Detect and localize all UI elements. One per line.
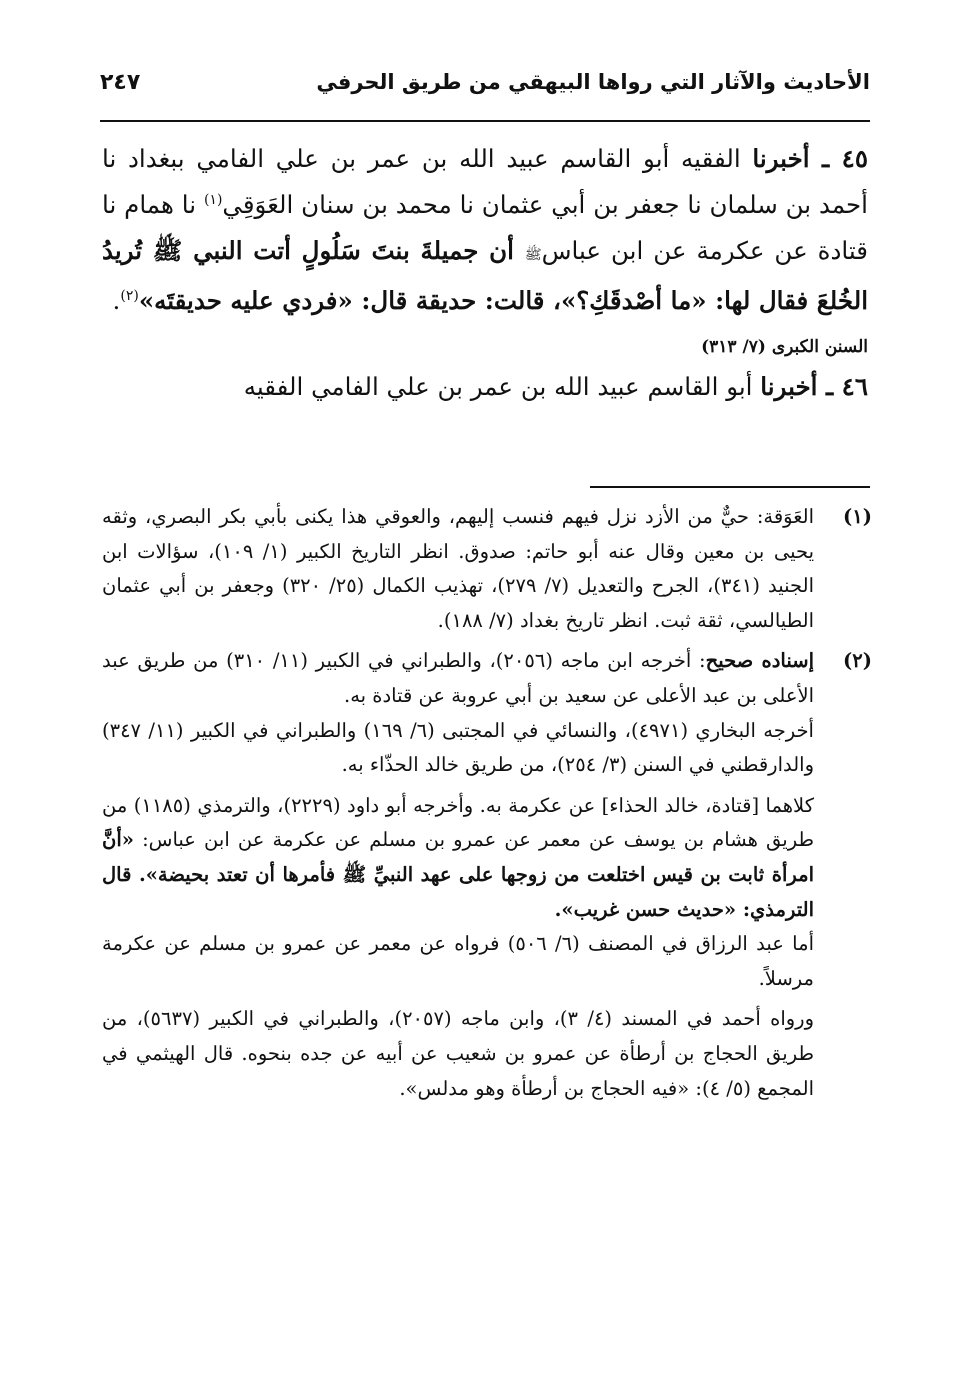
hadith-46 [102,364,868,410]
period: . [112,286,121,315]
grading-label: إسناده صحيح [705,649,815,673]
hadith-45 [102,136,868,324]
main-text [102,136,868,410]
footnotes [102,500,872,1106]
footnote-2-p4: أما عبد الرزاق في المصنف (٦/ ٥٠٦) فرواه عن معمر عن عمرو بن مسلم عن عكرمة مرسلاً. [102,932,814,990]
isnad-text-2: نا همام نا قتادة عن عكرمة عن ابن عباس [102,190,868,265]
footnote-2-p1-text: : أخرجه ابن ماجه (٢٠٥٦)، والطبراني في الكبير (١١/ ٣١٠) من طريق عبد الأعلى بن عبد الأعلى عن سعيد بن أبي عروبة عن قتادة به. [102,649,814,707]
footnote-2-p3-text: كلاهما [قتادة، خالد الحذاء] عن عكرمة به. وأخرجه أبو داود (٢٢٢٩)، والترمذي (١١٨٥) من طريق هشام بن يوسف عن معمر عن عمرو بن مسلم عن عكرمة عن ابن عباس: [102,793,814,852]
footnote-2-p3 [102,789,814,927]
footnote-2-p5: ورواه أحمد في المسند (٤/ ٣)، وابن ماجه (٢٠٥٧)، والطبراني في الكبير (٥٦٣٧)، من طريق الحجاج بن أرطأة عن عمرو بن شعيب عن أبيه عن جده بنحوه. قال الهيثمي في المجمع (٥/ ٤): «فيه الحجاج بن أرطأة وهو مدلس». [102,1007,814,1100]
footnote-ref-2: (٢) [120,287,139,304]
source-reference: السنن الكبرى (٧/ ٣١٣) [701,337,868,357]
isnad-text: الفقيه أبو القاسم عبيد الله بن عمر بن علي الفامي ببغداد نا أحمد بن سلمان نا جعفر بن أبي عثمان نا محمد بن سنان العَوَقِي [102,144,868,219]
header-rule [100,120,870,122]
running-title: الأحاديث والآثار التي رواها البيهقي من طريق الحرفي [316,70,870,94]
hadith-number-46: ٤٦ ـ [817,372,868,401]
footnote-2 [102,644,872,1106]
footnote-2-p1 [102,644,814,713]
honorific-glyph: ﷺ [524,247,542,263]
footnote-rule [590,486,870,488]
footnote-2-p2: أخرجه البخاري (٤٩٧١)، والنسائي في المجتبى (٦/ ١٦٩) والطبراني في الكبير (١١/ ٣٤٧) والدارقطني في السنن (٣/ ٢٥٤)، من طريق خالد الحذّاء به. [102,718,814,777]
running-header [100,66,870,106]
footnote-ref-1: (١) [203,191,223,208]
akhbarana-word: أخبرنا [752,144,810,173]
matn-text: أن جميلةَ بنتَ سَلُولٍ أتت النبي ﷺ تُريدُ الخُلعَ فقال لها: «ما أصْدقَكِ؟»، قالت: حديقة قال: «فردي عليه حديقتَه» [102,236,868,315]
isnad-text-46: أبو القاسم عبيد الله بن عمر بن علي الفامي الفقيه [243,372,761,401]
akhbarana-word-46: أخبرنا [760,372,818,401]
footnote-mark-1: (١) [843,505,872,528]
footnote-mark-2: (٢) [843,649,872,673]
footnote-1-text: العَوَقة: حيٌّ من الأزد نزل فيهم فنسب إليهم، والعوقي هذا يكنى بأبي بكر البصري، وثقه يحيى بن معين وقال عنه أبو حاتم: صدوق. انظر التاريخ الكبير (١/ ١٠٩)، سؤالات ابن الجنيد (٣٤١)، الجرح والتعديل (٧/ ٢٧٩)، تهذيب الكمال (٢٥/ ٣٢٠) وجعفر بن أبي عثمان الطيالسي، ثقة ثبت. انظر تاريخ بغداد (٧/ ١٨٨). [102,505,814,632]
page-number: ٢٤٧ [100,70,141,95]
hadith-number: ٤٥ ـ [809,144,868,173]
footnote-1 [102,500,872,638]
footnote-2-p3-bold: «أنَّ امرأة ثابت بن قيس اختلعت من زوجها على عهد النبيِّ ﷺ فأمرها أن تعتد بحيضة». قال الترمذي: «حديث حسن غريب». [102,828,814,921]
